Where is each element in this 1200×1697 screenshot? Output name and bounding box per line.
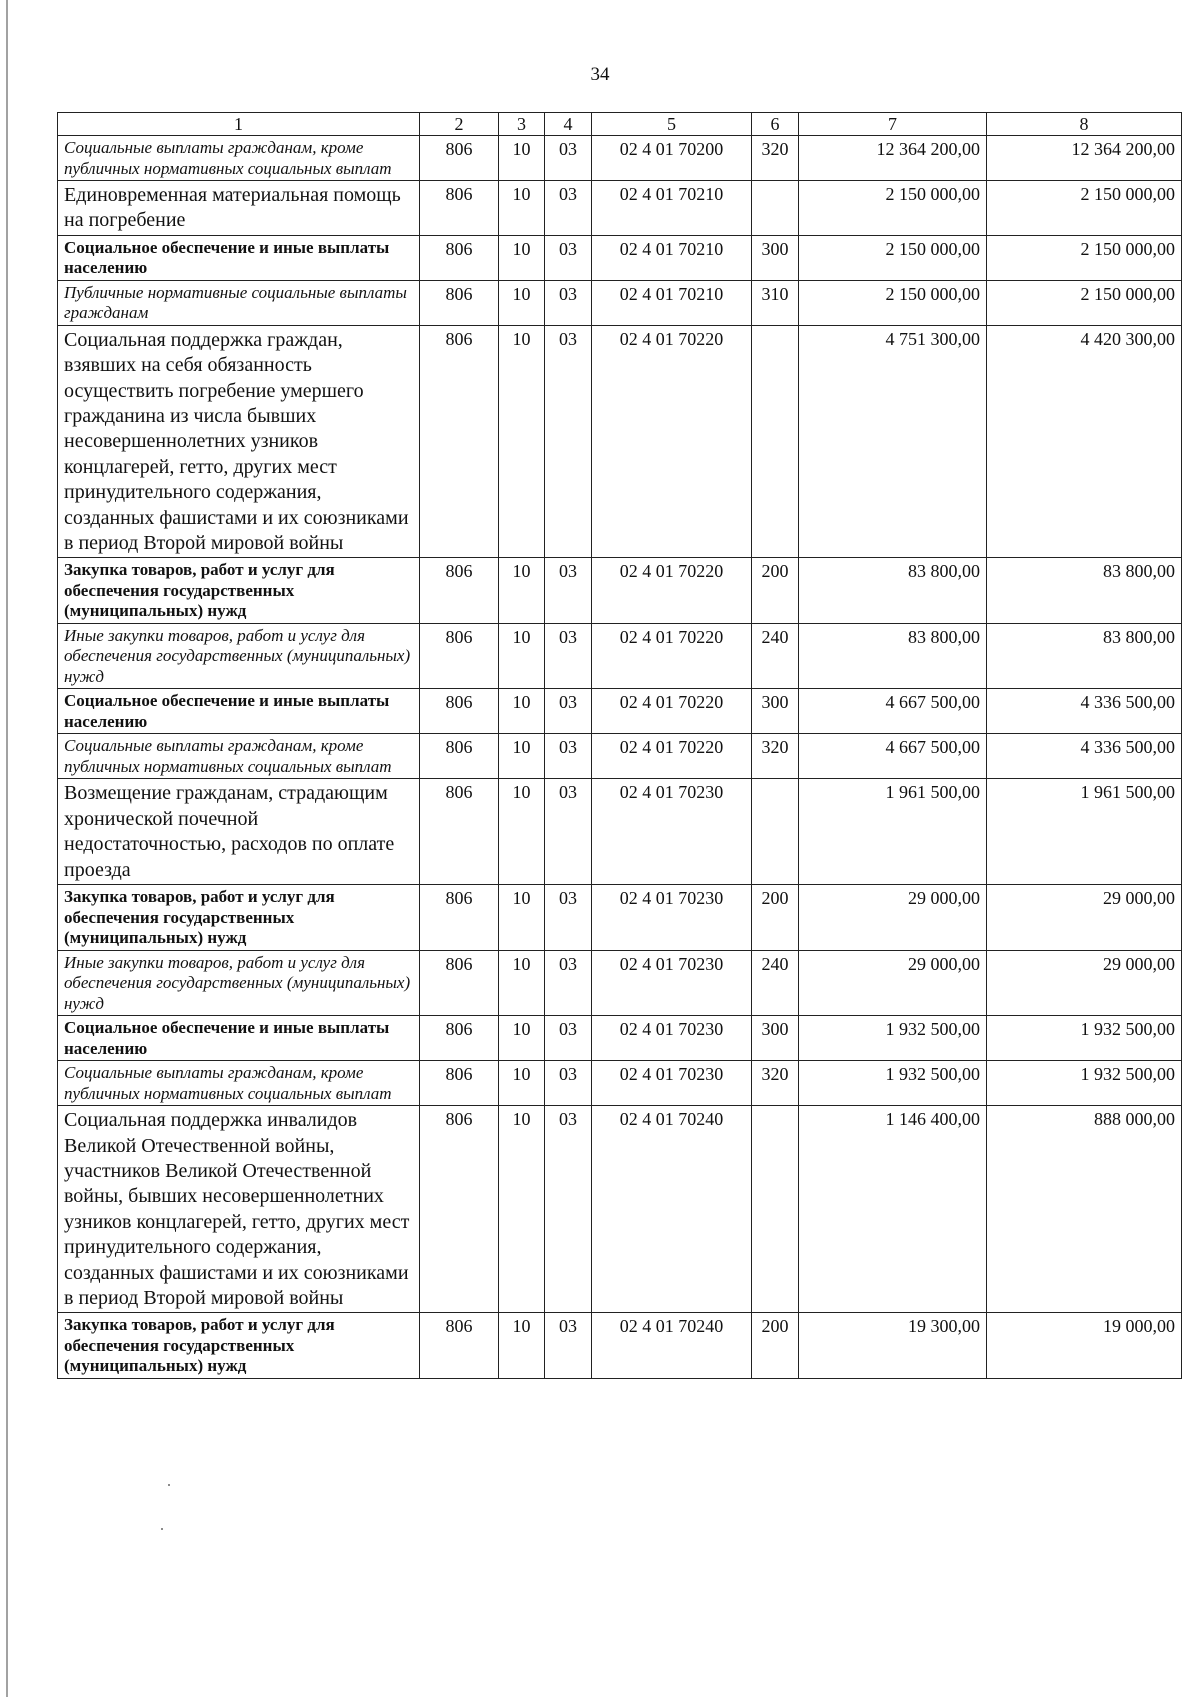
amount-col7-cell: 4 667 500,00 xyxy=(799,689,987,734)
code-section-cell: 10 xyxy=(499,623,545,689)
table-row xyxy=(58,1061,1182,1106)
code-chapter-cell: 806 xyxy=(420,558,499,624)
table-row xyxy=(58,280,1182,325)
amount-col8-cell: 4 420 300,00 xyxy=(987,325,1182,558)
column-header: 3 xyxy=(499,113,545,136)
code-subsection-cell: 03 xyxy=(545,1106,592,1313)
amount-col7-cell: 1 146 400,00 xyxy=(799,1106,987,1313)
code-subsection-cell: 03 xyxy=(545,235,592,280)
code-chapter-cell: 806 xyxy=(420,136,499,181)
code-chapter-cell: 806 xyxy=(420,1106,499,1313)
code-subsection-cell: 03 xyxy=(545,950,592,1016)
table-row xyxy=(58,558,1182,624)
expense-type-cell: 300 xyxy=(752,1016,799,1061)
expense-type-cell: 300 xyxy=(752,689,799,734)
row-name-cell: Социальные выплаты гражданам, кроме публичных нормативных социальных выплат xyxy=(58,734,420,779)
code-chapter-cell: 806 xyxy=(420,325,499,558)
amount-col8-cell: 83 800,00 xyxy=(987,623,1182,689)
target-article-cell: 02 4 01 70220 xyxy=(592,325,752,558)
code-subsection-cell: 03 xyxy=(545,1313,592,1379)
code-chapter-cell: 806 xyxy=(420,623,499,689)
table-row xyxy=(58,1106,1182,1313)
row-name-cell: Иные закупки товаров, работ и услуг для обеспечения государственных (муниципальных) нужд xyxy=(58,950,420,1016)
expense-type-cell: 240 xyxy=(752,950,799,1016)
expense-type-cell xyxy=(752,181,799,236)
expense-type-cell: 320 xyxy=(752,136,799,181)
code-subsection-cell: 03 xyxy=(545,325,592,558)
code-section-cell: 10 xyxy=(499,136,545,181)
amount-col8-cell: 1 932 500,00 xyxy=(987,1061,1182,1106)
code-subsection-cell: 03 xyxy=(545,280,592,325)
expense-type-cell: 320 xyxy=(752,1061,799,1106)
code-chapter-cell: 806 xyxy=(420,734,499,779)
code-subsection-cell: 03 xyxy=(545,558,592,624)
table-row xyxy=(58,779,1182,885)
code-chapter-cell: 806 xyxy=(420,689,499,734)
amount-col8-cell: 19 000,00 xyxy=(987,1313,1182,1379)
amount-col8-cell: 1 932 500,00 xyxy=(987,1016,1182,1061)
amount-col8-cell: 83 800,00 xyxy=(987,558,1182,624)
amount-col7-cell: 2 150 000,00 xyxy=(799,280,987,325)
budget-table xyxy=(57,112,1182,1379)
table-row xyxy=(58,136,1182,181)
amount-col8-cell: 2 150 000,00 xyxy=(987,181,1182,236)
code-subsection-cell: 03 xyxy=(545,1061,592,1106)
table-row xyxy=(58,181,1182,236)
code-chapter-cell: 806 xyxy=(420,885,499,951)
target-article-cell: 02 4 01 70220 xyxy=(592,689,752,734)
column-header: 6 xyxy=(752,113,799,136)
target-article-cell: 02 4 01 70200 xyxy=(592,136,752,181)
row-name-cell: Социальное обеспечение и иные выплаты населению xyxy=(58,1016,420,1061)
target-article-cell: 02 4 01 70230 xyxy=(592,1016,752,1061)
code-subsection-cell: 03 xyxy=(545,181,592,236)
amount-col7-cell: 4 667 500,00 xyxy=(799,734,987,779)
expense-type-cell xyxy=(752,779,799,885)
amount-col8-cell: 888 000,00 xyxy=(987,1106,1182,1313)
column-header: 8 xyxy=(987,113,1182,136)
target-article-cell: 02 4 01 70210 xyxy=(592,280,752,325)
column-header: 1 xyxy=(58,113,420,136)
code-subsection-cell: 03 xyxy=(545,1016,592,1061)
table-row xyxy=(58,734,1182,779)
code-section-cell: 10 xyxy=(499,950,545,1016)
code-subsection-cell: 03 xyxy=(545,689,592,734)
expense-type-cell xyxy=(752,1106,799,1313)
amount-col7-cell: 1 961 500,00 xyxy=(799,779,987,885)
target-article-cell: 02 4 01 70220 xyxy=(592,734,752,779)
code-chapter-cell: 806 xyxy=(420,181,499,236)
amount-col7-cell: 19 300,00 xyxy=(799,1313,987,1379)
expense-type-cell: 310 xyxy=(752,280,799,325)
scan-edge-line xyxy=(6,0,8,1697)
code-section-cell: 10 xyxy=(499,885,545,951)
target-article-cell: 02 4 01 70220 xyxy=(592,558,752,624)
amount-col8-cell: 29 000,00 xyxy=(987,885,1182,951)
code-chapter-cell: 806 xyxy=(420,1016,499,1061)
code-section-cell: 10 xyxy=(499,689,545,734)
target-article-cell: 02 4 01 70230 xyxy=(592,1061,752,1106)
code-section-cell: 10 xyxy=(499,1106,545,1313)
amount-col8-cell: 2 150 000,00 xyxy=(987,280,1182,325)
row-name-cell: Социальное обеспечение и иные выплаты населению xyxy=(58,689,420,734)
expense-type-cell xyxy=(752,325,799,558)
row-name-cell: Иные закупки товаров, работ и услуг для обеспечения государственных (муниципальных) нужд xyxy=(58,623,420,689)
row-name-cell: Закупка товаров, работ и услуг для обеспечения государственных (муниципальных) нужд xyxy=(58,885,420,951)
code-section-cell: 10 xyxy=(499,1061,545,1106)
code-chapter-cell: 806 xyxy=(420,1313,499,1379)
target-article-cell: 02 4 01 70230 xyxy=(592,779,752,885)
amount-col7-cell: 29 000,00 xyxy=(799,950,987,1016)
amount-col7-cell: 1 932 500,00 xyxy=(799,1061,987,1106)
expense-type-cell: 300 xyxy=(752,235,799,280)
code-chapter-cell: 806 xyxy=(420,950,499,1016)
amount-col7-cell: 12 364 200,00 xyxy=(799,136,987,181)
table-row xyxy=(58,689,1182,734)
target-article-cell: 02 4 01 70230 xyxy=(592,885,752,951)
row-name-cell: Закупка товаров, работ и услуг для обеспечения государственных (муниципальных) нужд xyxy=(58,558,420,624)
amount-col8-cell: 2 150 000,00 xyxy=(987,235,1182,280)
amount-col8-cell: 12 364 200,00 xyxy=(987,136,1182,181)
code-chapter-cell: 806 xyxy=(420,1061,499,1106)
row-name-cell: Публичные нормативные социальные выплаты гражданам xyxy=(58,280,420,325)
code-section-cell: 10 xyxy=(499,325,545,558)
amount-col7-cell: 4 751 300,00 xyxy=(799,325,987,558)
amount-col7-cell: 2 150 000,00 xyxy=(799,181,987,236)
expense-type-cell: 240 xyxy=(752,623,799,689)
scan-speck xyxy=(161,1528,163,1530)
amount-col7-cell: 29 000,00 xyxy=(799,885,987,951)
row-name-cell: Социальная поддержка граждан, взявших на себя обязанность осуществить погребение умершего гражданина из числа бывших несовершеннолетних узников концлагерей, гетто, других мест принудительного содержания, созданных фашистами и их союзниками в период Второй мировой войны xyxy=(58,325,420,558)
table-row xyxy=(58,1313,1182,1379)
target-article-cell: 02 4 01 70210 xyxy=(592,181,752,236)
row-name-cell: Единовременная материальная помощь на погребение xyxy=(58,181,420,236)
expense-type-cell: 200 xyxy=(752,558,799,624)
amount-col8-cell: 4 336 500,00 xyxy=(987,689,1182,734)
code-section-cell: 10 xyxy=(499,1313,545,1379)
table-row xyxy=(58,1016,1182,1061)
code-section-cell: 10 xyxy=(499,181,545,236)
target-article-cell: 02 4 01 70230 xyxy=(592,950,752,1016)
table-row xyxy=(58,885,1182,951)
target-article-cell: 02 4 01 70240 xyxy=(592,1313,752,1379)
amount-col7-cell: 83 800,00 xyxy=(799,558,987,624)
code-chapter-cell: 806 xyxy=(420,779,499,885)
expense-type-cell: 200 xyxy=(752,885,799,951)
code-section-cell: 10 xyxy=(499,1016,545,1061)
column-header: 2 xyxy=(420,113,499,136)
amount-col7-cell: 83 800,00 xyxy=(799,623,987,689)
amount-col7-cell: 2 150 000,00 xyxy=(799,235,987,280)
amount-col7-cell: 1 932 500,00 xyxy=(799,1016,987,1061)
target-article-cell: 02 4 01 70210 xyxy=(592,235,752,280)
page-number: 34 xyxy=(590,64,610,85)
code-subsection-cell: 03 xyxy=(545,779,592,885)
row-name-cell: Социальное обеспечение и иные выплаты населению xyxy=(58,235,420,280)
code-chapter-cell: 806 xyxy=(420,235,499,280)
table-row xyxy=(58,950,1182,1016)
scan-speck xyxy=(168,1484,170,1486)
column-header: 7 xyxy=(799,113,987,136)
column-header: 5 xyxy=(592,113,752,136)
amount-col8-cell: 4 336 500,00 xyxy=(987,734,1182,779)
target-article-cell: 02 4 01 70240 xyxy=(592,1106,752,1313)
code-subsection-cell: 03 xyxy=(545,623,592,689)
expense-type-cell: 200 xyxy=(752,1313,799,1379)
code-subsection-cell: 03 xyxy=(545,734,592,779)
code-chapter-cell: 806 xyxy=(420,280,499,325)
row-name-cell: Социальная поддержка инвалидов Великой Отечественной войны, участников Великой Отечественной войны, бывших несовершеннолетних узников концлагерей, гетто, других мест принудительного содержания, созданных фашистами и их союзниками в период Второй мировой войны xyxy=(58,1106,420,1313)
table-row xyxy=(58,235,1182,280)
amount-col8-cell: 29 000,00 xyxy=(987,950,1182,1016)
table-row xyxy=(58,325,1182,558)
table-row xyxy=(58,623,1182,689)
code-section-cell: 10 xyxy=(499,734,545,779)
row-name-cell: Социальные выплаты гражданам, кроме публичных нормативных социальных выплат xyxy=(58,136,420,181)
row-name-cell: Возмещение гражданам, страдающим хронической почечной недостаточностью, расходов по оплате проезда xyxy=(58,779,420,885)
row-name-cell: Социальные выплаты гражданам, кроме публичных нормативных социальных выплат xyxy=(58,1061,420,1106)
row-name-cell: Закупка товаров, работ и услуг для обеспечения государственных (муниципальных) нужд xyxy=(58,1313,420,1379)
expense-type-cell: 320 xyxy=(752,734,799,779)
code-section-cell: 10 xyxy=(499,779,545,885)
code-section-cell: 10 xyxy=(499,280,545,325)
code-section-cell: 10 xyxy=(499,558,545,624)
amount-col8-cell: 1 961 500,00 xyxy=(987,779,1182,885)
target-article-cell: 02 4 01 70220 xyxy=(592,623,752,689)
code-section-cell: 10 xyxy=(499,235,545,280)
table-header-row xyxy=(58,113,1182,136)
column-header: 4 xyxy=(545,113,592,136)
code-subsection-cell: 03 xyxy=(545,136,592,181)
code-subsection-cell: 03 xyxy=(545,885,592,951)
